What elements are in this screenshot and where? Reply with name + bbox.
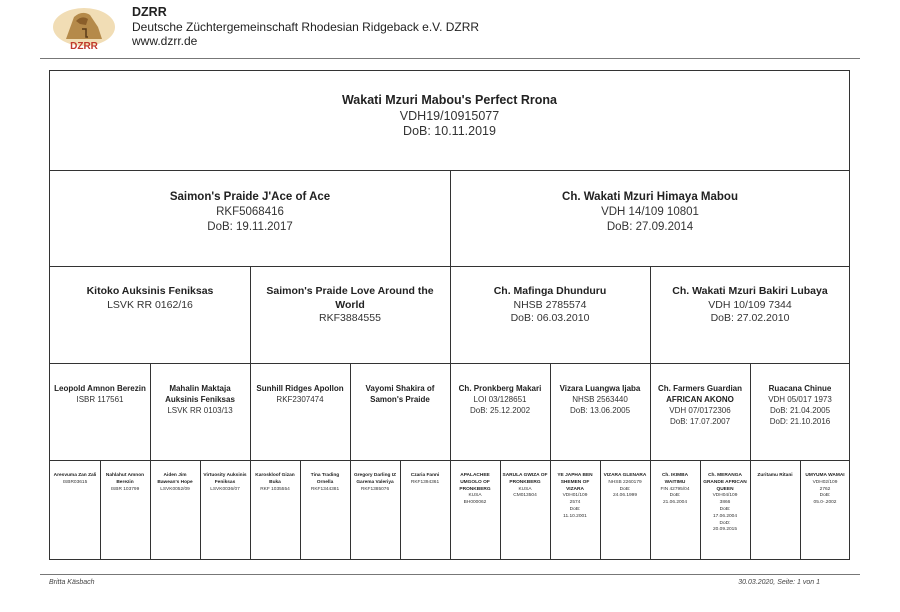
great-grandparent-name: Ch. Pronkberg Makari: [458, 384, 542, 393]
great-great-grandparent-detail: 24.06.1999: [612, 493, 637, 499]
great-grandparent-detail: DoB: 13.06.2005: [569, 406, 631, 415]
cell-divider: [700, 461, 701, 559]
dog-dob: DoB: 10.11.2019: [403, 124, 496, 138]
parent-cell: [50, 171, 450, 267]
great-great-grandparent-cell: [600, 461, 650, 559]
great-grandparent-cell: [350, 364, 450, 461]
great-great-grandparent-detail: NHSB 2260179: [608, 479, 642, 485]
great-great-grandparent-detail: 17.06.2004: [712, 513, 737, 519]
footer-author: Britta Käsbach: [49, 579, 95, 586]
cell-divider: [400, 461, 401, 559]
dog-cell: [50, 71, 849, 171]
great-grandparent-detail: LOI 03/128651: [473, 395, 527, 404]
great-grandparent-name: Ch. Farmers Guardian AFRICAN AKONO: [657, 384, 743, 404]
dog-registration: VDH19/10915077: [399, 108, 500, 123]
great-great-grandparent-name: Ch. MERANGA GRANDE AFRICAN QUEEN: [703, 473, 747, 492]
great-great-grandparent-cell: [250, 461, 300, 559]
great-great-grandparent-name: Virtuosity Auksinis Feniksas: [203, 473, 247, 485]
great-great-grandparent-detail: 11.10.2001: [563, 513, 587, 519]
great-grandparent-name: Ruacana Chinue: [768, 384, 832, 393]
great-grandparent-cell: [50, 364, 150, 461]
great-great-grandparent-name: VIZARA GLENARA: [603, 473, 647, 478]
great-great-grandparent-detail: VDH02/109: [812, 479, 838, 485]
great-grandparent-cell: [650, 364, 750, 461]
cell-divider: [750, 461, 751, 559]
pedigree-table: [49, 70, 850, 560]
great-great-grandparent-cell: [350, 461, 400, 559]
great-grandparent-cell: [450, 364, 550, 461]
great-great-grandparent-detail: ISBR03615: [62, 479, 88, 485]
great-great-grandparent-name: Ch. IKIMBA WAITIMU: [661, 473, 689, 485]
great-great-grandparent-cell: [750, 461, 800, 559]
great-great-grandparent-cell: [300, 461, 350, 559]
cell-divider: [250, 461, 251, 559]
cell-divider: [200, 461, 201, 559]
great-great-grandparent-cell: [200, 461, 250, 559]
cell-divider: [550, 461, 551, 559]
cell-divider: [800, 461, 801, 559]
great-great-grandparent-detail: CM013504: [513, 493, 537, 499]
great-great-grandparent-cell: [50, 461, 100, 559]
cell-divider: [300, 461, 301, 559]
great-grandparent-detail: DoB: 21.04.2005: [769, 406, 831, 415]
great-great-grandparent-cell: [500, 461, 550, 559]
org-short-name: DZRR: [132, 5, 167, 19]
grandparent-cell: [250, 267, 450, 364]
great-grandparent-cell: [250, 364, 350, 461]
grandparent-cell: [450, 267, 650, 364]
parent-cell: [450, 171, 850, 267]
grandparent-name: Saimon's Praide Love Around the World: [266, 285, 434, 311]
cell-divider: [450, 364, 451, 461]
parent-detail: VDH 14/109 10801: [601, 206, 699, 218]
cell-divider: [600, 461, 601, 559]
grandparent-name: Ch. Mafinga Dhunduru: [493, 285, 607, 297]
great-great-grandparent-detail: VDH01/109: [562, 493, 588, 499]
great-grandparent-detail: DoB: 25.12.2002: [469, 406, 531, 415]
org-full-name: Deutsche Züchtergemeinschaft Rhodesian Ridgeback e.V. DZRR: [132, 19, 480, 34]
great-great-grandparent-detail: ISBR 103799: [110, 486, 140, 492]
great-grandparent-cell: [750, 364, 850, 461]
parent-detail: RKF5068416: [216, 206, 284, 218]
grandparent-detail: LSVK RR 0162/16: [107, 298, 193, 311]
great-great-grandparent-detail: 2762: [819, 486, 831, 492]
great-great-grandparent-name: SARULA GWIZA OF PRONKBERG: [502, 473, 548, 485]
cell-divider: [450, 461, 451, 559]
great-great-grandparent-name: Zuritamu Ritani: [757, 473, 793, 478]
great-great-grandparent-cell: [550, 461, 600, 559]
great-great-grandparent-detail: 2574: [569, 500, 581, 506]
great-great-grandparent-detail: 3866: [719, 500, 731, 506]
great-great-grandparent-detail: DoB:: [719, 506, 731, 512]
cell-divider: [350, 461, 351, 559]
footer-divider: [40, 574, 860, 575]
great-grandparent-detail: VDH 07/0172306: [669, 406, 731, 415]
logo-text: DZRR: [70, 41, 98, 51]
great-great-grandparent-detail: LSVK0052/09: [160, 486, 190, 492]
great-grandparent-cell: [550, 364, 650, 461]
great-great-grandparent-cell: [100, 461, 150, 559]
great-great-grandparent-name: Nahlahut Amnon Berezin: [105, 473, 145, 485]
great-grandparent-detail: NHSB 2563440: [572, 395, 628, 404]
great-great-grandparent-detail: RKF1394361: [410, 479, 440, 485]
parent-name: Ch. Wakati Mzuri Himaya Mabou: [562, 191, 738, 203]
cell-divider: [550, 364, 551, 461]
cell-divider: [650, 461, 651, 559]
header-divider: [40, 58, 860, 59]
great-great-grandparent-name: UMYUMA WAMAI: [805, 473, 845, 478]
great-great-grandparent-detail: DoB:: [669, 493, 681, 499]
great-great-grandparent-detail: BH000062: [463, 500, 487, 506]
great-great-grandparent-cell: [650, 461, 700, 559]
great-grandparent-name: Mahalin Maktaja Auksinis Feniksas: [165, 384, 235, 404]
cell-divider: [500, 461, 501, 559]
great-grandparent-cell: [150, 364, 250, 461]
great-great-grandparent-detail: 05.0-.2002: [813, 500, 837, 506]
grandparent-detail: DoB: 27.02.2010: [710, 312, 790, 324]
grandparent-cell: [50, 267, 250, 364]
cell-divider: [650, 267, 651, 364]
cell-divider: [250, 364, 251, 461]
great-grandparent-detail: LSVK RR 0103/13: [167, 406, 233, 415]
grandparent-detail: RKF3884555: [319, 312, 381, 324]
great-great-grandparent-cell: [800, 461, 850, 559]
cell-divider: [250, 267, 251, 364]
great-great-grandparent-detail: RKF1344381: [310, 486, 340, 492]
great-great-grandparent-detail: RKF 1035554: [260, 486, 290, 492]
great-grandparent-detail: DoB: 17.07.2007: [669, 417, 731, 426]
great-grandparent-detail: VDH 05/017 1973: [768, 395, 832, 404]
organization-info: [132, 5, 479, 49]
great-great-grandparent-name: Czaria Fanni: [410, 473, 440, 478]
great-great-grandparent-name: Tina Trading Ornella: [310, 473, 340, 485]
cell-divider: [150, 461, 151, 559]
cell-divider: [450, 171, 451, 267]
great-great-grandparent-cell: [150, 461, 200, 559]
dzrr-logo: [52, 7, 116, 51]
great-great-grandparent-detail: DoB:: [569, 506, 581, 512]
grandparent-detail: DoB: 06.03.2010: [510, 312, 590, 324]
great-great-grandparent-cell: [400, 461, 450, 559]
great-great-grandparent-cell: [700, 461, 750, 559]
parent-name: Saimon's Praide J'Ace of Ace: [169, 191, 331, 203]
great-great-grandparent-detail: VDH04/109: [712, 493, 738, 499]
great-great-grandparent-name: Aresvuma Zan Zali: [53, 473, 97, 478]
cell-divider: [150, 364, 151, 461]
grandparent-cell: [650, 267, 850, 364]
great-grandparent-detail: DoD: 21.10.2016: [769, 417, 831, 426]
cell-divider: [450, 267, 451, 364]
grandparent-detail: VDH 10/109 7344: [708, 298, 792, 311]
great-great-grandparent-detail: DoB:: [619, 486, 631, 492]
great-grandparent-name: Vizara Luangwa Ijaba: [559, 384, 641, 393]
great-great-grandparent-detail: DoB:: [819, 493, 831, 499]
great-grandparent-name: Sunhill Ridges Apollon: [256, 384, 344, 393]
footer-date-page: 30.03.2020, Seite: 1 von 1: [738, 579, 820, 586]
great-great-grandparent-detail: FIN 42795/04: [660, 486, 690, 492]
cell-divider: [100, 461, 101, 559]
great-grandparent-name: Leopold Amnon Berezin: [54, 384, 146, 393]
cell-divider: [650, 364, 651, 461]
grandparent-detail: NHSB 2785574: [513, 298, 587, 311]
cell-divider: [750, 364, 751, 461]
great-great-grandparent-name: Aiden Jim Bawean's Hope: [157, 473, 193, 485]
great-grandparent-detail: RKF2307474: [276, 395, 324, 404]
great-grandparent-detail: ISBR 117561: [76, 395, 124, 404]
org-website: www.dzrr.de: [132, 34, 198, 48]
cell-divider: [350, 364, 351, 461]
great-great-grandparent-detail: DoD:: [719, 520, 731, 526]
great-great-grandparent-detail: KUSA: [468, 493, 482, 499]
grandparent-name: Kitoko Auksinis Feniksas: [86, 285, 214, 297]
great-great-grandparent-detail: 21.06.2004: [662, 500, 687, 506]
great-great-grandparent-name: YE JAPHA BEN SHEMEN OF VIZARA: [557, 473, 593, 492]
great-grandparent-name: Vayomi Shakira of Samon's Praide: [365, 384, 435, 404]
great-great-grandparent-name: Gregory Darling IZ Garema Valeriya: [353, 473, 397, 485]
great-great-grandparent-detail: RKF1385076: [360, 486, 390, 492]
great-great-grandparent-detail: 20.09.2015: [712, 527, 737, 533]
parent-detail: DoB: 27.09.2014: [606, 221, 694, 233]
great-great-grandparent-detail: LSVK0036/07: [210, 486, 240, 492]
great-great-grandparent-name: APALACHEE UMGOLO OF PRONKBERG: [459, 473, 491, 492]
great-great-grandparent-detail: KUSA: [518, 486, 532, 492]
dog-name: Wakati Mzuri Mabou's Perfect Rrona: [341, 93, 558, 107]
parent-detail: DoB: 19.11.2017: [207, 221, 293, 233]
great-great-grandparent-cell: [450, 461, 500, 559]
grandparent-name: Ch. Wakati Mzuri Bakiri Lubaya: [672, 285, 828, 297]
great-great-grandparent-name: Karoskloof Gizan Buka: [255, 473, 295, 485]
